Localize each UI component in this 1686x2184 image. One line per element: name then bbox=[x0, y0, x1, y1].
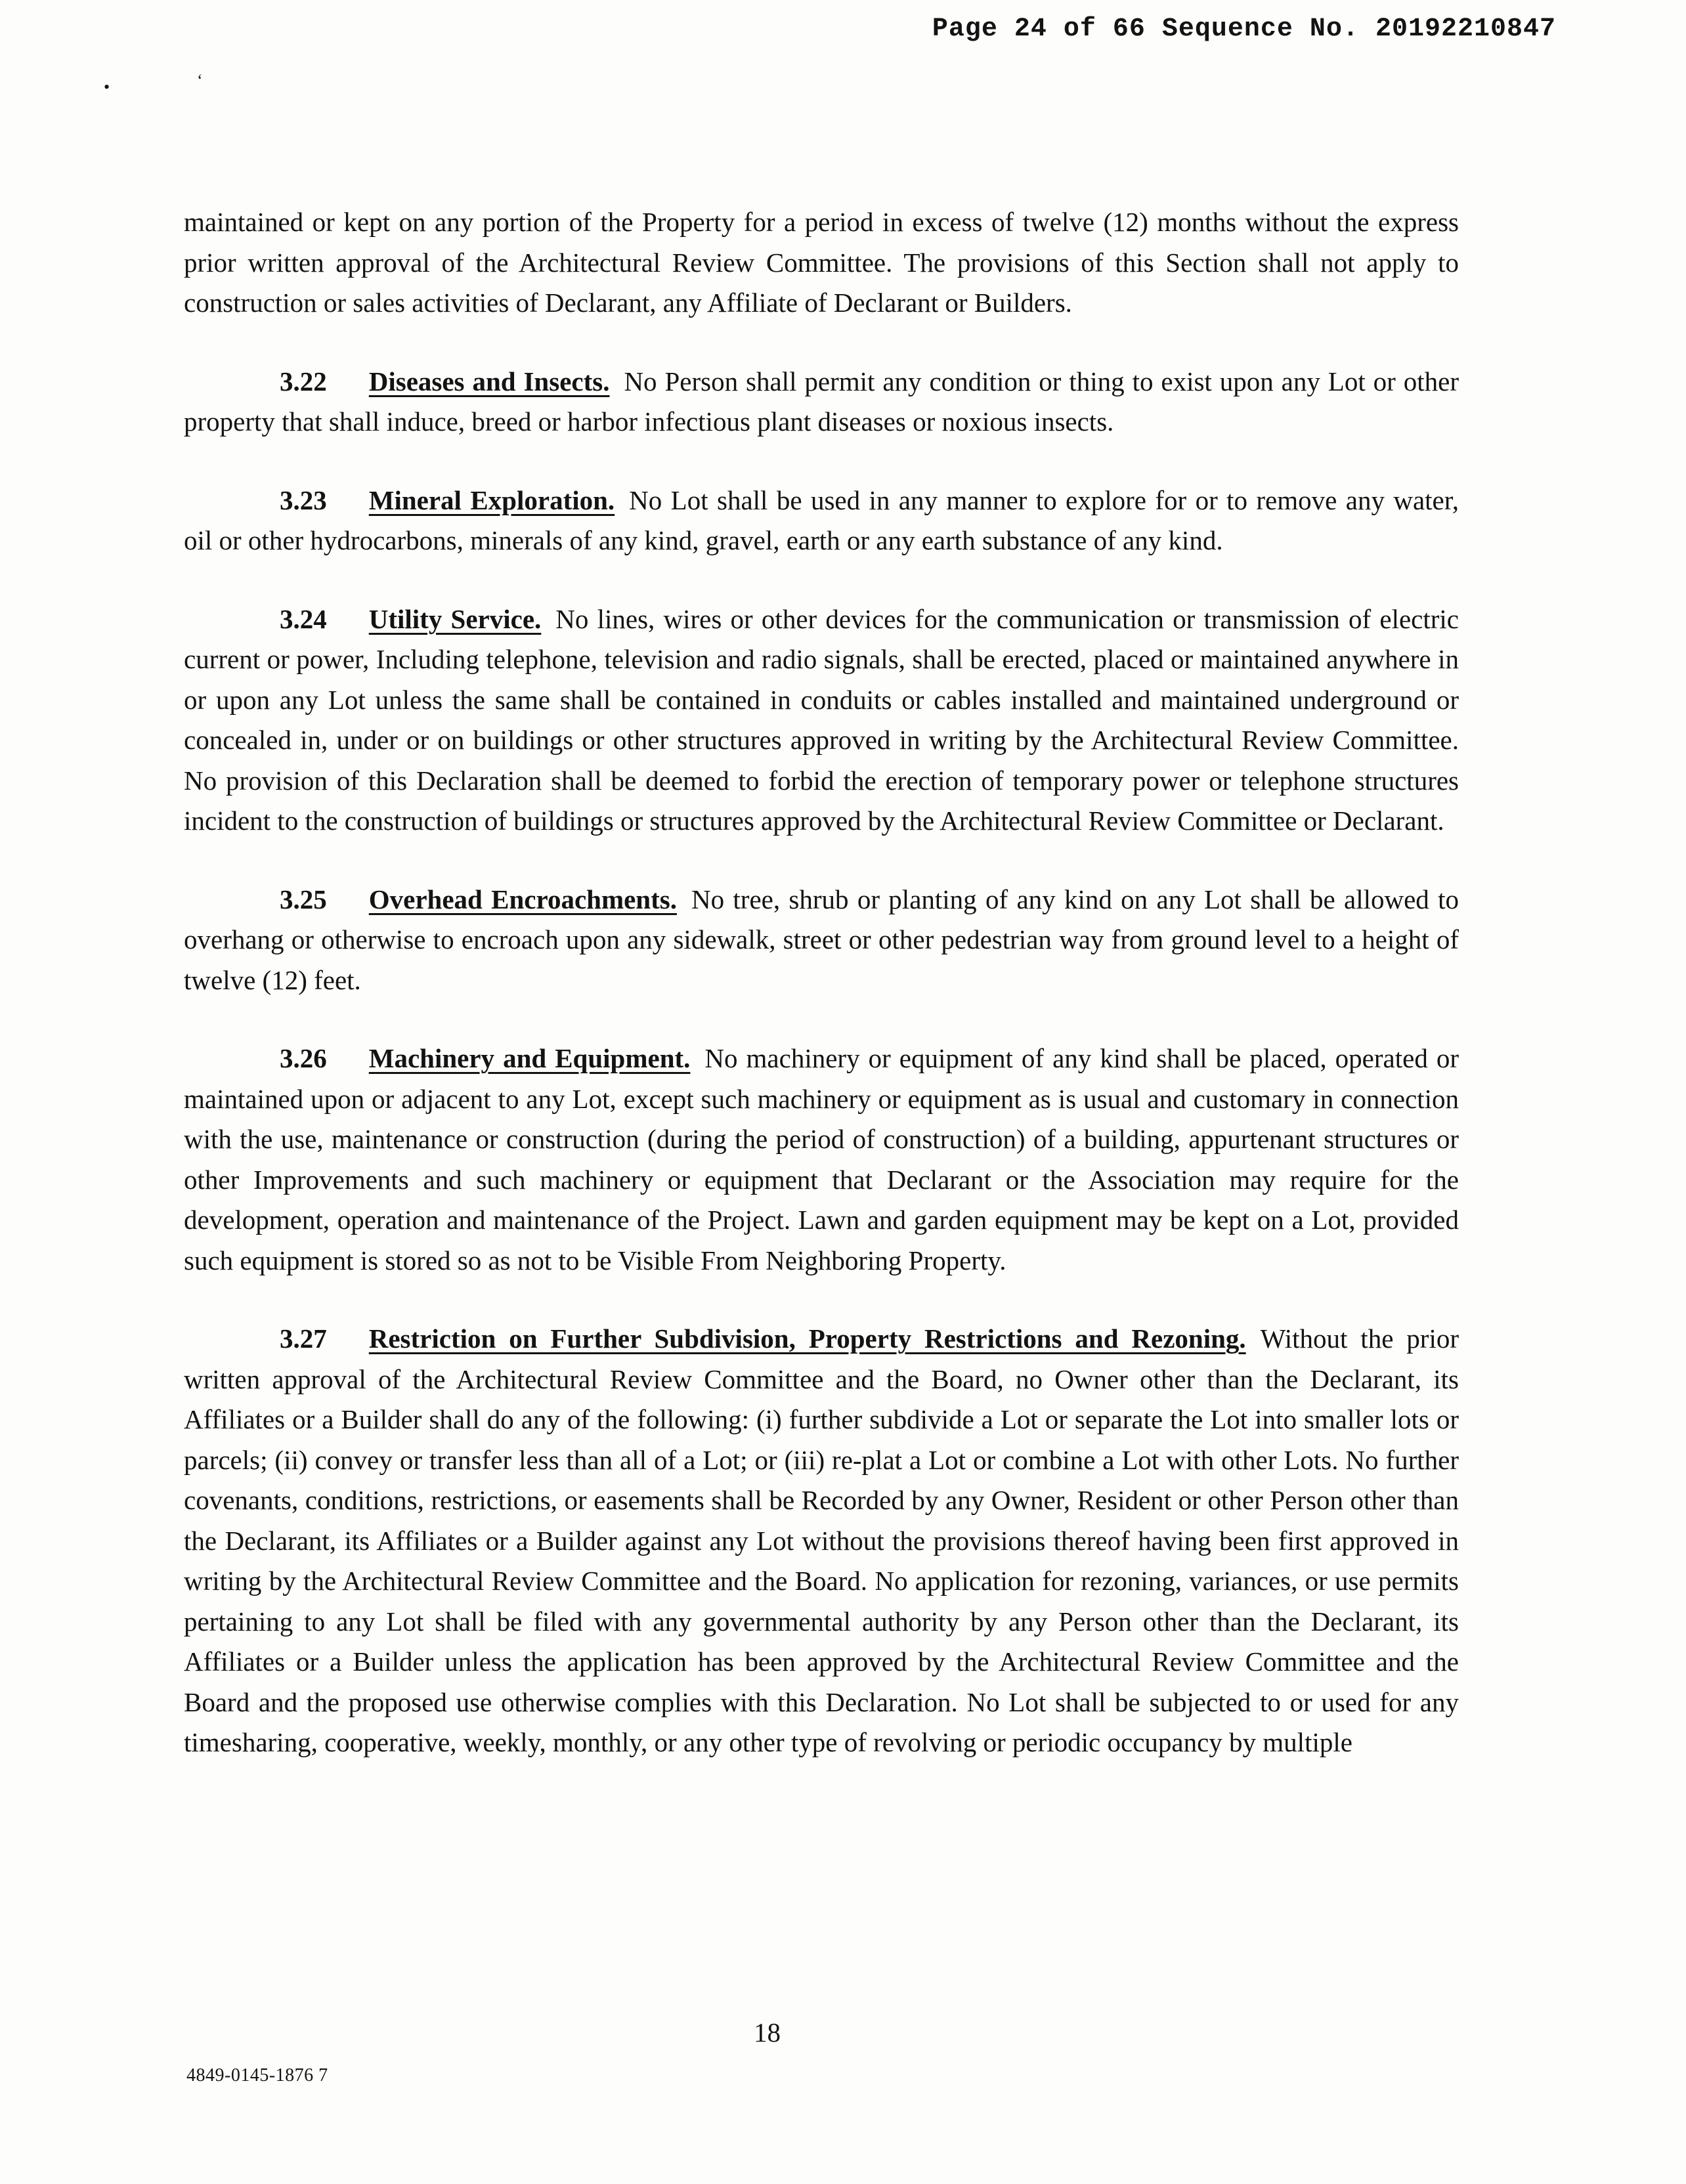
section-title: Mineral Exploration. bbox=[368, 484, 615, 515]
section-title: Diseases and Insects. bbox=[368, 366, 610, 396]
section-number: 3.22 bbox=[280, 366, 327, 396]
scan-artifact-tick: ‘ bbox=[197, 71, 203, 90]
section-title: Overhead Encroachments. bbox=[368, 884, 677, 914]
section-body: No lines, wires or other devices for the communication or transmission of electric current or power, Including telephone, television and radio signals, shall be erected, placed or maintained anywhere in or upon any Lot unless the same shall be contained in conduits or cables installed and maintained underground or concealed in, under or on buildings or other structures approved in writing by the Architectural Review Committee. No provision of this Declaration shall be deemed to forbid the erection of temporary power or telephone structures incident to the construction of buildings or structures approved by the Architectural Review Committee or Declarant. bbox=[184, 603, 1459, 836]
section-body: Without the prior written approval of the Architectural Review Committee and the Board, no Owner other than the Declarant, its Affiliates or a Builder shall do any of the following: (i) further subdivide a Lot or separate the Lot into smaller lots or parcels; (ii) convey or transfer less than all of a Lot; or (iii) re-plat a Lot or combine a Lot with other Lots. No further covenants, conditions, restrictions, or easements shall be Recorded by any Owner, Resident or other Person other than the Declarant, its Affiliates or a Builder against any Lot without the provisions thereof having been first approved in writing by the Architectural Review Committee and the Board. No application for rezoning, variances, or use permits pertaining to any Lot shall be filed with any governmental authority by any Person other than the Declarant, its Affiliates or a Builder unless the application has been approved by the Architectural Review Committee and the Board and the proposed use otherwise complies with this Declaration. No Lot shall be subjected to or used for any timesharing, cooperative, weekly, monthly, or any other type of revolving or periodic occupancy by multiple bbox=[184, 1323, 1459, 1757]
page-header-sequence: Page 24 of 66 Sequence No. 20192210847 bbox=[932, 14, 1556, 44]
scan-artifact-dot: • bbox=[104, 77, 110, 96]
section-paragraph bbox=[184, 1319, 1459, 1763]
document-control-number: 4849-0145-1876 7 bbox=[186, 2065, 328, 2086]
section-number: 3.24 bbox=[280, 603, 327, 634]
section-title: Machinery and Equipment. bbox=[368, 1043, 691, 1073]
section-body: No Person shall permit any condition or thing to exist upon any Lot or other property that shall induce, breed or harbor infectious plant diseases or noxious insects. bbox=[184, 366, 1459, 437]
section-title: Restriction on Further Subdivision, Property Restrictions and Rezoning. bbox=[368, 1323, 1246, 1354]
section-paragraph bbox=[184, 1038, 1459, 1281]
continuation-paragraph: maintained or kept on any portion of the Property for a period in excess of twelve (12) months without the express prior written approval of the Architectural Review Committee. The provisions of this Section shall not apply to construction or sales activities of Declarant, any Affiliate of Declarant or Builders. bbox=[184, 207, 1459, 318]
section-title: Utility Service. bbox=[368, 603, 542, 634]
section-body: No machinery or equipment of any kind shall be placed, operated or maintained upon or adjacent to any Lot, except such machinery or equipment as is usual and customary in connection with the use, maintenance or construction (during the period of construction) of a building, appurtenant structures or other Improvements and such machinery or equipment that Declarant or the Association may require for the development, operation and maintenance of the Project. Lawn and garden equipment may be kept on a Lot, provided such equipment is stored so as not to be Visible From Neighboring Property. bbox=[184, 1043, 1459, 1275]
section-paragraph bbox=[184, 880, 1459, 1001]
sections-container bbox=[184, 362, 1459, 1763]
section-body: No Lot shall be used in any manner to explore for or to remove any water, oil or other hydrocarbons, minerals of any kind, gravel, earth or any earth substance of any kind. bbox=[184, 484, 1459, 555]
section-paragraph bbox=[184, 599, 1459, 842]
page-number: 18 bbox=[754, 2017, 781, 2047]
section-number: 3.26 bbox=[280, 1043, 327, 1073]
section-paragraph bbox=[184, 481, 1459, 561]
section-number: 3.23 bbox=[280, 484, 327, 515]
section-body: No tree, shrub or planting of any kind on any Lot shall be allowed to overhang or otherwise to encroach upon any sidewalk, street or other pedestrian way from ground level to a height of twelve (12) feet. bbox=[184, 884, 1459, 995]
section-number: 3.27 bbox=[280, 1323, 327, 1354]
document-body bbox=[184, 202, 1459, 1801]
section-number: 3.25 bbox=[280, 884, 327, 914]
section-paragraph bbox=[184, 362, 1459, 442]
